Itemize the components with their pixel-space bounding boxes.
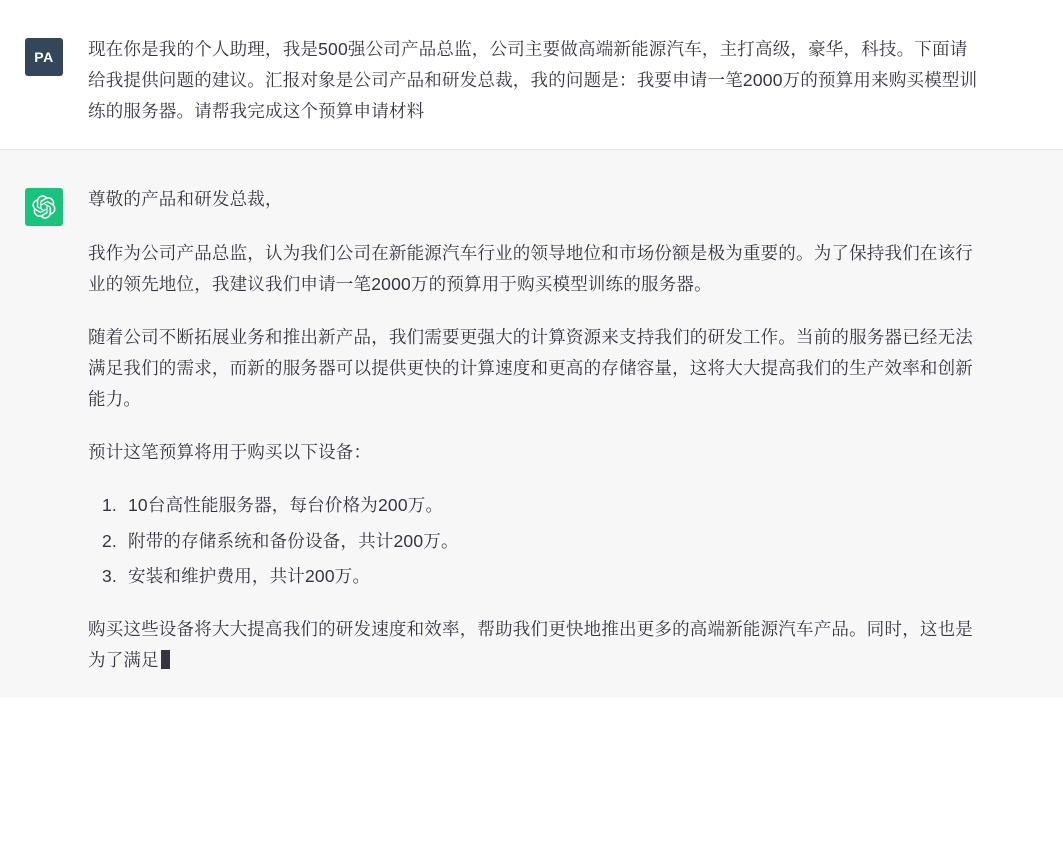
- assistant-avatar-container: [0, 172, 88, 676]
- openai-logo-icon: [25, 188, 63, 226]
- assistant-paragraph-3: 预计这笔预算将用于购买以下设备：: [88, 442, 372, 463]
- user-message-turn: [0, 0, 1063, 150]
- budget-items-list: [88, 490, 983, 591]
- assistant-paragraph-1: 我作为公司产品总监，认为我们公司在新能源汽车行业的领导地位和市场份额是极为重要的。为了保持我们在该行业的领先地位，我建议我们申请一笔2000万的预算用于购买模型训练的服务器。: [88, 242, 973, 294]
- user-message-text: 现在你是我的个人助理，我是500强公司产品总监，公司主要做高端新能源汽车，主打高级，豪华，科技。下面请给我提供问题的建议。汇报对象是公司产品和研发总裁，我的问题是：我要申请一笔2000万的预算用来购买模型训练的服务器。请帮我完成这个预算申请材料: [88, 39, 978, 122]
- user-message-body: [88, 22, 1063, 127]
- assistant-paragraph-closing: [88, 614, 983, 676]
- user-avatar-container: [0, 22, 88, 127]
- user-avatar: PA: [25, 38, 63, 76]
- streaming-cursor-icon: [161, 650, 170, 669]
- assistant-paragraph-greeting: 尊敬的产品和研发总裁，: [88, 189, 283, 210]
- list-item: 1. 10台高性能服务器，每台价格为200万。: [122, 490, 983, 521]
- assistant-closing-text: 购买这些设备将大大提高我们的研发速度和效率，帮助我们更快地推出更多的高端新能源汽车产品。同时，这也是为了满足: [88, 618, 973, 670]
- list-item: 2. 附带的存储系统和备份设备，共计200万。: [122, 526, 983, 557]
- list-item: 3. 安装和维护费用，共计200万。: [122, 561, 983, 592]
- assistant-paragraph-2: 随着公司不断拓展业务和推出新产品，我们需要更强大的计算资源来支持我们的研发工作。当前的服务器已经无法满足我们的需求，而新的服务器可以提供更快的计算速度和更高的存储容量，这将大大提高我们的生产效率和创新能力。: [88, 326, 973, 410]
- assistant-message-turn: [0, 150, 1063, 698]
- assistant-message-body: [88, 172, 1063, 676]
